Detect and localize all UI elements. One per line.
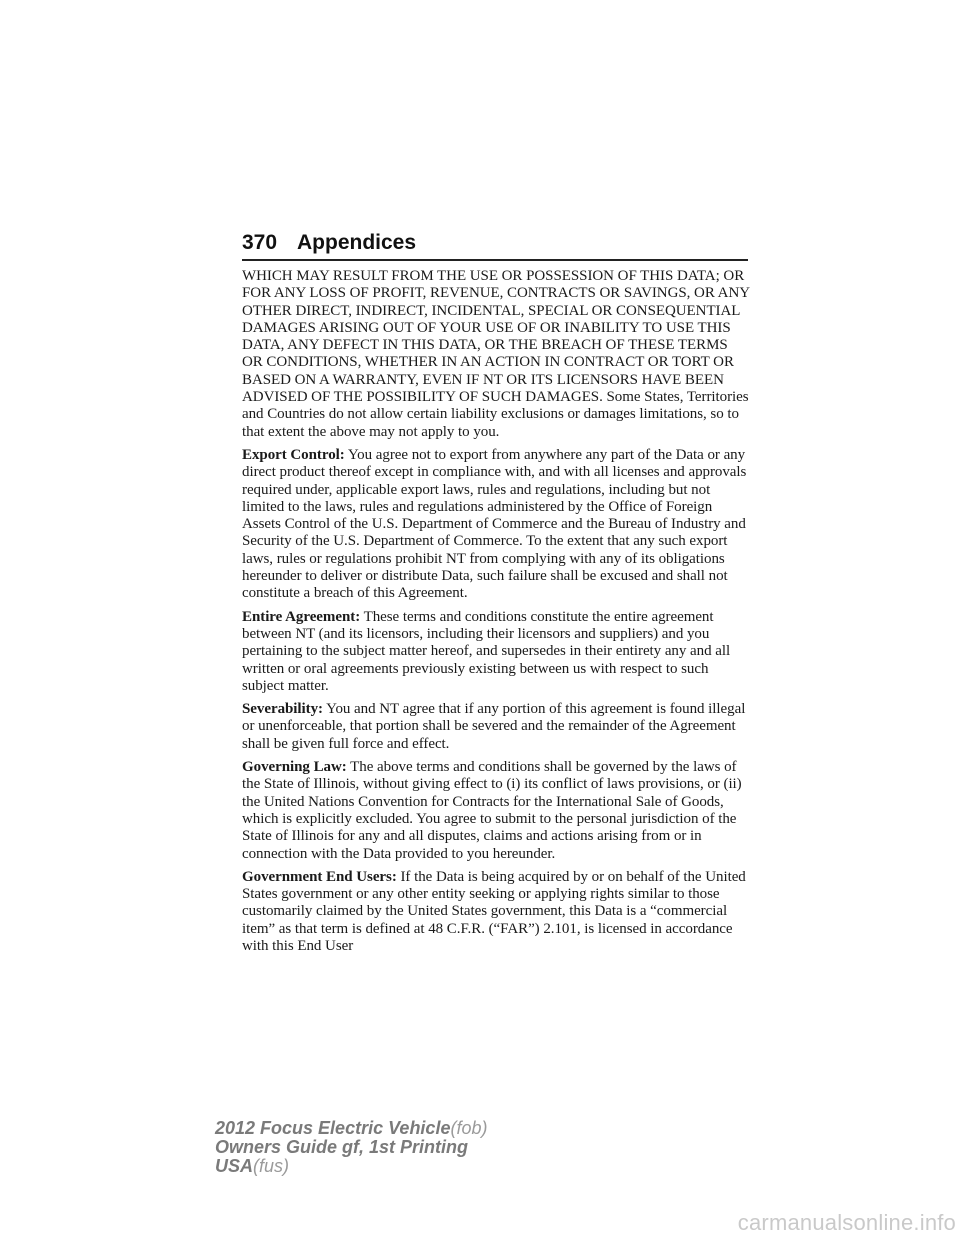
paragraph-governing-law (242, 759, 750, 863)
paragraph-heading: Export Control: (242, 446, 345, 463)
paragraph-heading: Governing Law: (242, 759, 347, 776)
paragraph-export-control (242, 447, 750, 603)
paragraph-heading: Severability: (242, 701, 324, 718)
paragraph-text: The above terms and conditions shall be governed by the laws of the State of Illinois, without giving effect to (i) its conflict of laws provisions, or (ii) the United Nations Convention for Contracts for the International Sale of Goods, which is explicitly excluded. You agree to submit to the personal jurisdiction of the State of Illinois for any and all disputes, claims and actions arising from or in connection with the Data provided to you hereunder. (242, 759, 742, 862)
footer-market-name: USA (215, 1156, 254, 1176)
paragraph-heading: Government End Users: (242, 868, 397, 885)
paragraph-text: You and NT agree that if any portion of this agreement is found illegal or unenforceable, that portion shall be severed and the remainder of the Agreement shall be given full force and effect. (242, 701, 746, 752)
document-body (242, 268, 750, 961)
paragraph-text: WHICH MAY RESULT FROM THE USE OR POSSESSION OF THIS DATA; OR FOR ANY LOSS OF PROFIT, REVENUE, CONTRACTS OR SAVINGS, OR ANY OTHER DIRECT, INDIRECT, INCIDENTAL, SPECIAL OR CONSEQUENTIAL DAMAGES ARISING OUT OF YOUR USE OF OR INABILITY TO USE THIS DATA, ANY DEFECT IN THIS DATA, OR THE BREACH OF THESE TERMS OR CONDITIONS, WHETHER IN AN ACTION IN CONTRACT OR TORT OR BASED ON A WARRANTY, EVEN IF NT OR ITS LICENSORS HAVE BEEN ADVISED OF THE POSSIBILITY OF SUCH DAMAGES. Some States, Territories and Countries do not allow certain liability exclusions or damages limitations, so to that extent the above may not apply to you. (242, 268, 750, 440)
paragraph-entire-agreement (242, 609, 750, 695)
watermark-link[interactable]: carmanualsonline.info (737, 1210, 956, 1235)
section-title: Appendices (297, 231, 417, 254)
footer-line-vehicle (215, 1119, 487, 1138)
footer-line-market (215, 1157, 487, 1176)
paragraph-government-end-users (242, 869, 750, 955)
footer-line-guide (215, 1138, 487, 1157)
document-footer (215, 1119, 487, 1176)
paragraph-heading: Entire Agreement: (242, 608, 361, 625)
page-number: 370 (242, 231, 278, 254)
paragraph-text: If the Data is being acquired by or on behalf of the United States government or any other entity seeking or applying rights similar to those customarily claimed by the United States government, this Data is a “commercial item” as that term is defined at 48 C.F.R. (“FAR”) 2.101, is licensed in accordance with this End User (242, 868, 746, 954)
footer-guide-name: Owners Guide gf, 1st Printing (215, 1137, 469, 1157)
page-header (242, 229, 748, 261)
paragraph-liability (242, 268, 750, 441)
paragraph-text: You agree not to export from anywhere any part of the Data or any direct product thereof except in compliance with, and with all licenses and approvals required under, applicable export laws, rules and regulations, including but not limited to the laws, rules and regulations administered by the Office of Foreign Assets Control of the U.S. Department of Commerce and the Bureau of Industry and Security of the U.S. Department of Commerce. To the extent that any such export laws, rules or regulations prohibit NT from complying with any of its obligations hereunder to deliver or distribute Data, such failure shall be excused and shall not constitute a breach of this Agreement. (242, 446, 747, 602)
footer-market-code: (fus) (253, 1156, 290, 1176)
paragraph-severability (242, 701, 750, 753)
paragraph-text: These terms and conditions constitute the entire agreement between NT (and its licensors, including their licensors and suppliers) and you pertaining to the subject matter hereof, and supersedes in their entirety any and all written or oral agreements previously existing between us with respect to such subject matter. (242, 608, 731, 694)
footer-vehicle-name: 2012 Focus Electric Vehicle (215, 1118, 451, 1138)
footer-vehicle-code: (fob) (450, 1118, 488, 1138)
